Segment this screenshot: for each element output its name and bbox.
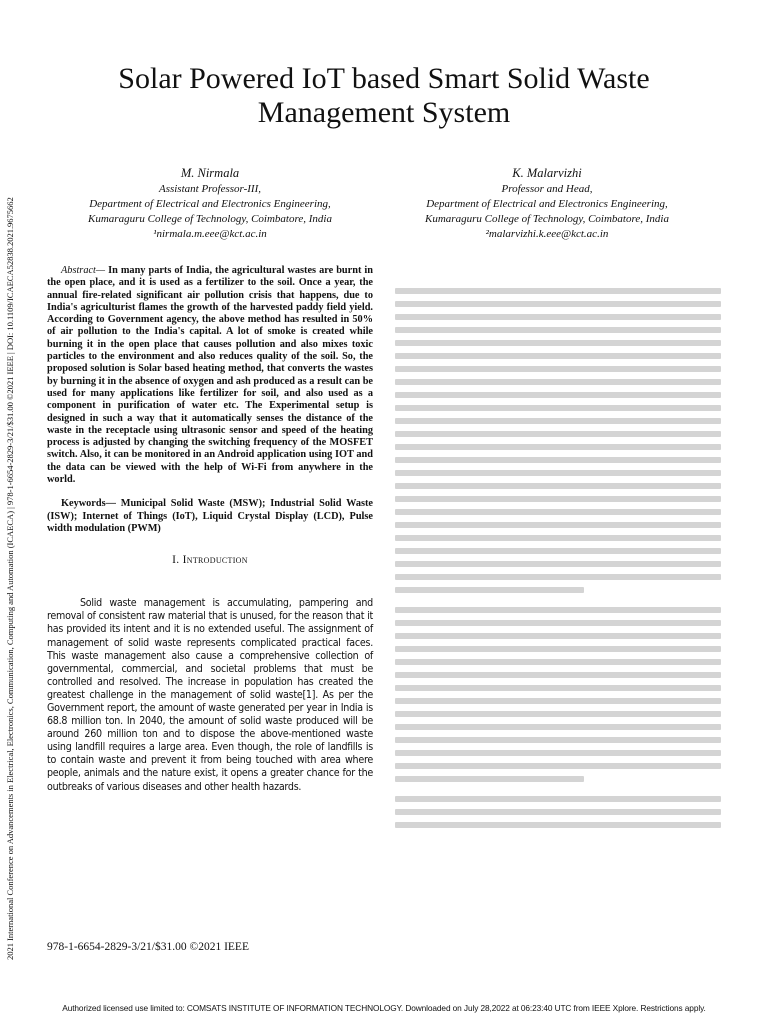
author-institution: Kumaraguru College of Technology, Coimbatore, India (425, 213, 669, 225)
intro-paragraph: Solid waste management is accumulating, pampering and removal of consistent raw material that is unused, for the reason that it has provided its intent and it is no extended useful. The assignment of management of solid waste represents complicated practical faces. This waste management also cause a comprehensive collection of governmental, commercial, and societal problems that must be controlled and resolved. The increase in population has created the greatest challenge in the management of solid waste[1]. As per the Government report, the amount of waste generated per year in India is 68.8 million ton. In 2040, the amount of solid waste produced will be around 260 million ton and to dispose the above-mentioned waste using landfill requires a large area. Even though, the role of landfills is to contain waste and prevent it from being touched with area where people, animals and the nature exist, it opens a greater chance for the outbreaks of various diseases and other health hazards. (47, 597, 373, 793)
left-column (47, 265, 373, 794)
section-heading-introduction: I. Introduction (172, 554, 248, 567)
abstract-text: In many parts of India, the agricultural wastes are burnt in the open place, and it is used as a fertilizer to the soil. Once a year, the annual fire-related significant air pollution crisis that happens, due to India's agriculturist flames the growth of the harvested paddy field yield. According to Government agency, the above method has resulted in 50% of air pollution to the India's capital. A lot of smoke is created while burning it in the open place that causes pollution and also mixes toxic particles to the environment and also reduces quality of the soil. So, the proposed solution is Solar based heating method, that converts the wastes by burning it in the absence of oxygen and ash produced as a result can be used for many applications like fertilizer for soil, and also used as a component in purification of water etc. The Experimental setup is designed in such a way that it automatically senses the distance of the waste in the receptacle using ultrasonic sensor and speed of the heating process is adjusted by changing the switching frequency of the MOSFET switch. Also, it can be monitored in an Android application using IOT and the data can be viewed with the help of Wi-Fi from anywhere in the world. (47, 265, 373, 486)
side-notice-text: 2021 International Conference on Advancements in Electrical, Electronics, Communication, Computing and Automation (ICAECA) | 978-1-6654-2829-3/21/$31.00 ©2021 IEEE | DOI: 10.1109/ICAECA52838.2021.9675662 (5, 197, 15, 960)
author-department: Department of Electrical and Electronics Engineering, (426, 198, 668, 210)
keywords: Keywords— Municipal Solid Waste (MSW); Industrial Solid Waste (ISW); Internet of Things (IoT), Liquid Crystal Display (LCD), Pulse width modulation (PWM) (47, 498, 373, 534)
abstract-lead: Abstract— (61, 265, 106, 276)
author-department: Department of Electrical and Electronics Engineering, (89, 198, 331, 210)
illegible-paragraph-placeholder (395, 288, 721, 593)
author-email: ¹nirmala.m.eee@kct.ac.in (153, 228, 267, 240)
illegible-paragraph-placeholder (395, 796, 721, 828)
illegible-paragraph-placeholder (395, 607, 721, 782)
license-footer: Authorized licensed use limited to: COMSATS INSTITUTE OF INFORMATION TECHNOLOGY. Downloaded on July 28,2022 at 06:23:40 UTC from IEEE Xplore. Restrictions apply. (62, 1003, 706, 1013)
author-block-1 (50, 166, 370, 242)
author-role: Professor and Head, (501, 183, 593, 195)
isbn-copyright: 978-1-6654-2829-3/21/$31.00 ©2021 IEEE (47, 941, 249, 953)
author-role: Assistant Professor-III, (158, 183, 262, 195)
author-institution: Kumaraguru College of Technology, Coimbatore, India (88, 213, 332, 225)
author-email: ²malarvizhi.k.eee@kct.ac.in (485, 228, 609, 240)
right-column (395, 281, 721, 842)
author-name: K. Malarvizhi (512, 166, 582, 180)
author-block-2 (387, 166, 707, 242)
abstract (47, 265, 373, 486)
author-name: M. Nirmala (180, 166, 240, 180)
conference-side-notice (3, 72, 17, 960)
paper-title: Solar Powered IoT based Smart Solid Waste Management System (118, 62, 650, 129)
